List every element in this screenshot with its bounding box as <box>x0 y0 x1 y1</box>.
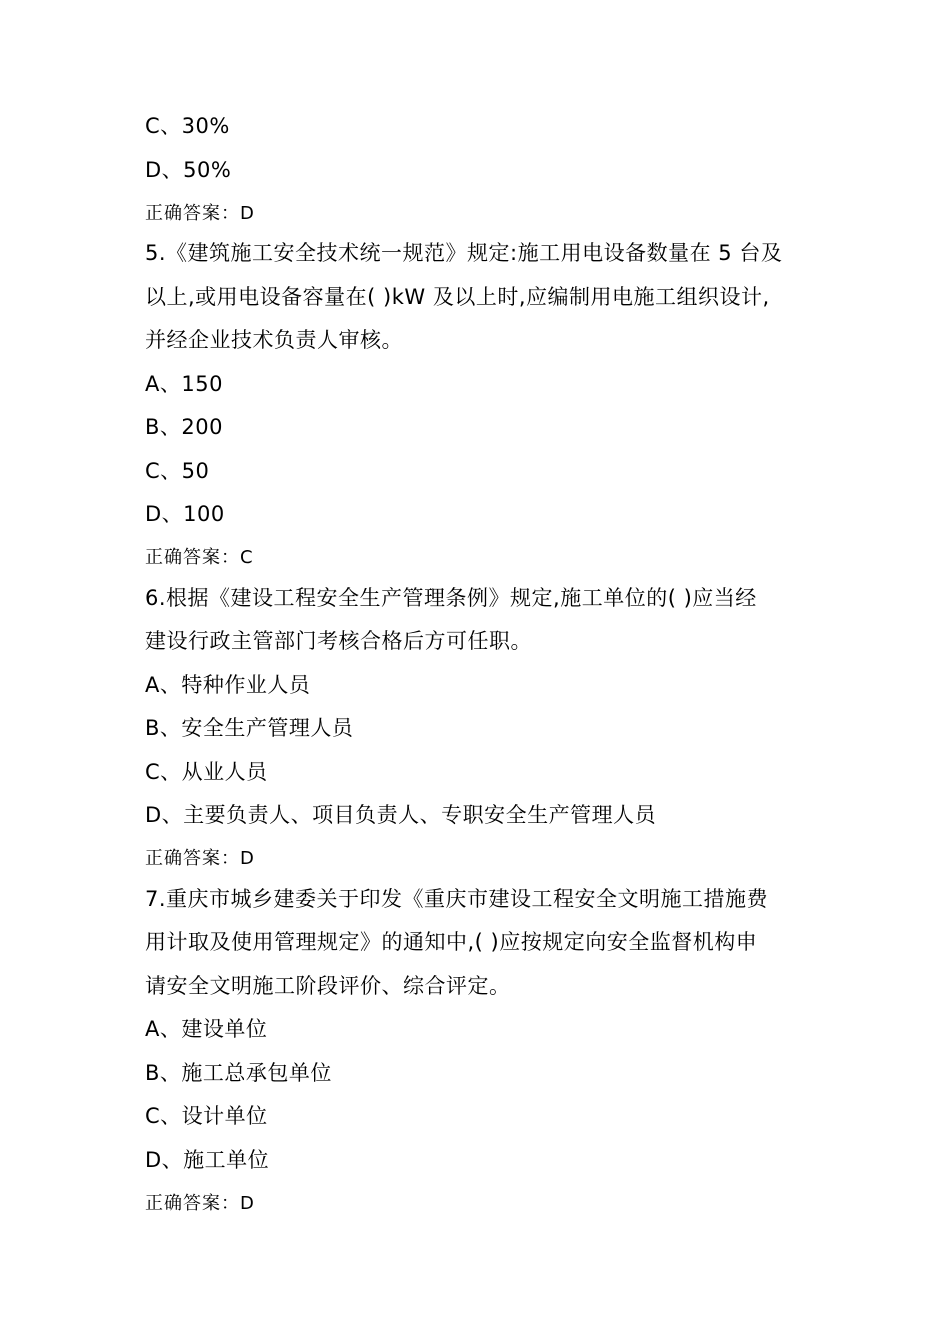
option-a: A、特种作业人员 <box>145 673 311 697</box>
correct-answer: 正确答案：D <box>145 203 255 224</box>
option-c: C、从业人员 <box>145 760 268 784</box>
correct-answer: 正确答案：C <box>145 547 254 568</box>
option-d: D、施工单位 <box>145 1148 270 1172</box>
option-b: B、施工总承包单位 <box>145 1061 332 1085</box>
option-d: D、主要负责人、项目负责人、专职安全生产管理人员 <box>145 803 657 827</box>
option-c: C、设计单位 <box>145 1104 268 1128</box>
question-stem-line: 建设行政主管部门考核合格后方可任职。 <box>145 629 532 653</box>
option-a: A、建设单位 <box>145 1017 268 1041</box>
question-stem-line: 6.根据《建设工程安全生产管理条例》规定,施工单位的( )应当经 <box>145 586 757 610</box>
question-stem-line: 5.《建筑施工安全技术统一规范》规定:施工用电设备数量在 5 台及 <box>145 241 783 265</box>
question-stem-line: 请安全文明施工阶段评价、综合评定。 <box>145 974 511 998</box>
option-b: B、200 <box>145 415 223 439</box>
option-a: A、150 <box>145 372 223 396</box>
option-c: C、50 <box>145 459 210 483</box>
correct-answer: 正确答案：D <box>145 1193 255 1214</box>
correct-answer: 正确答案：D <box>145 848 255 869</box>
question-stem-line: 7.重庆市城乡建委关于印发《重庆市建设工程安全文明施工措施费 <box>145 887 769 911</box>
option-b: B、安全生产管理人员 <box>145 716 354 740</box>
question-stem-line: 以上,或用电设备容量在( )kW 及以上时,应编制用电施工组织设计, <box>145 285 770 309</box>
question-stem-line: 用计取及使用管理规定》的通知中,( )应按规定向安全监督机构申 <box>145 930 758 954</box>
option-d: D、50% <box>145 158 232 182</box>
option-d: D、100 <box>145 502 225 526</box>
question-stem-line: 并经企业技术负责人审核。 <box>145 328 403 352</box>
option-c: C、30% <box>145 114 230 138</box>
